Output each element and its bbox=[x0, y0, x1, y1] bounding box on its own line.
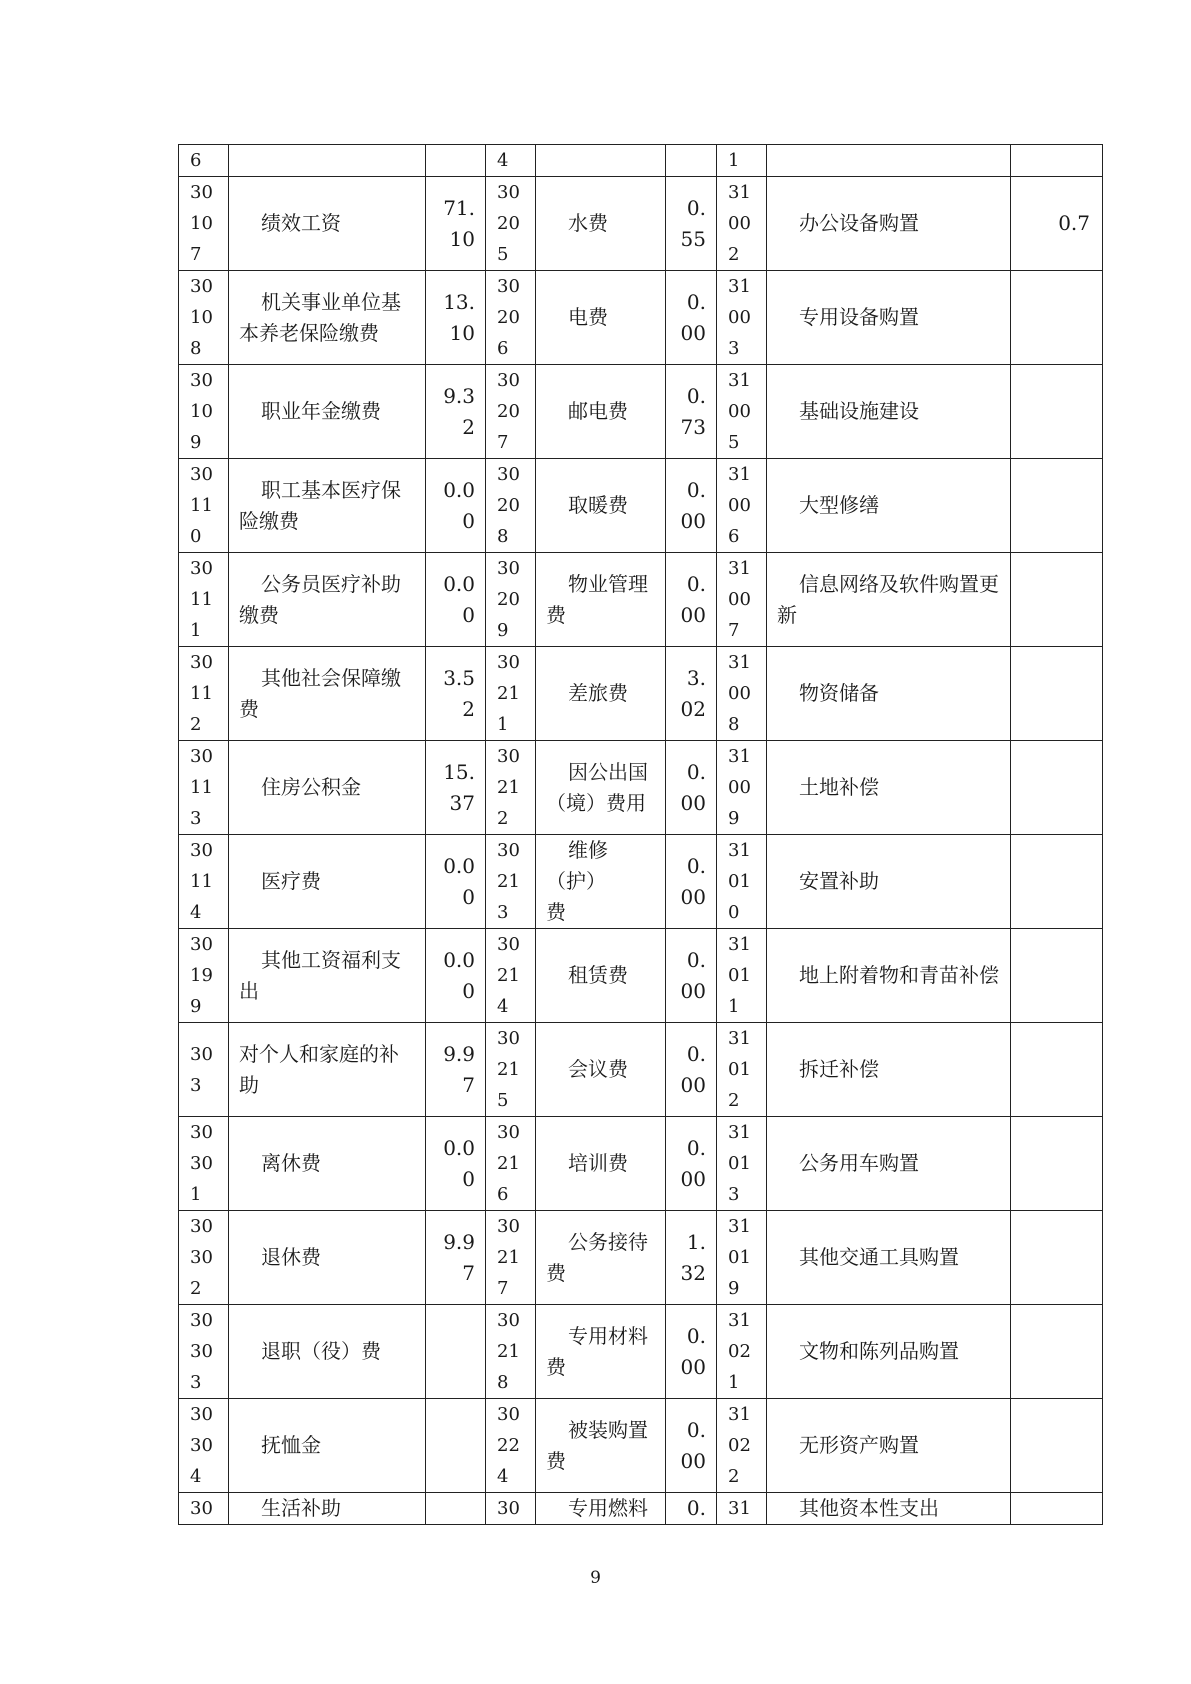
item-name-cell: 其他社会保障缴 费 bbox=[229, 647, 426, 741]
item-name-cell: 取暖费 bbox=[536, 459, 666, 553]
econ-code-cell: 30 bbox=[179, 1493, 229, 1525]
econ-code-cell: 30 20 9 bbox=[486, 553, 536, 647]
table-row bbox=[179, 1305, 1103, 1399]
item-name-cell: 差旅费 bbox=[536, 647, 666, 741]
econ-code-cell: 31 01 9 bbox=[717, 1211, 767, 1305]
item-name-cell: 因公出国 （境）费用 bbox=[536, 741, 666, 835]
econ-code-cell: 30 11 4 bbox=[179, 835, 229, 929]
econ-code-cell: 30 30 1 bbox=[179, 1117, 229, 1211]
econ-code-cell: 30 21 2 bbox=[486, 741, 536, 835]
item-name-cell: 大型修缮 bbox=[767, 459, 1011, 553]
item-name-cell: 其他交通工具购置 bbox=[767, 1211, 1011, 1305]
amount-cell bbox=[1011, 271, 1103, 365]
item-name-cell: 安置补助 bbox=[767, 835, 1011, 929]
table-row bbox=[179, 1399, 1103, 1493]
amount-cell: 0. 00 bbox=[666, 459, 717, 553]
econ-code-cell: 30 10 7 bbox=[179, 177, 229, 271]
amount-cell: 0. 00 bbox=[666, 1399, 717, 1493]
table-row bbox=[179, 1493, 1103, 1525]
econ-code-cell: 30 20 5 bbox=[486, 177, 536, 271]
item-name-cell: 对个人和家庭的补 助 bbox=[229, 1023, 426, 1117]
item-name-cell: 会议费 bbox=[536, 1023, 666, 1117]
amount-cell: 0.0 0 bbox=[426, 835, 486, 929]
item-name-cell: 基础设施建设 bbox=[767, 365, 1011, 459]
econ-code-cell: 4 bbox=[486, 145, 536, 177]
item-name-cell: 电费 bbox=[536, 271, 666, 365]
item-name-cell: 职工基本医疗保 险缴费 bbox=[229, 459, 426, 553]
amount-cell bbox=[1011, 929, 1103, 1023]
amount-cell: 9.9 7 bbox=[426, 1023, 486, 1117]
econ-code-cell: 1 bbox=[717, 145, 767, 177]
amount-cell: 0.0 0 bbox=[426, 1117, 486, 1211]
econ-code-cell: 31 bbox=[717, 1493, 767, 1525]
amount-cell: 0. 00 bbox=[666, 553, 717, 647]
econ-code-cell: 31 01 2 bbox=[717, 1023, 767, 1117]
item-name-cell: 物业管理 费 bbox=[536, 553, 666, 647]
amount-cell: 0.0 0 bbox=[426, 459, 486, 553]
item-name-cell: 其他工资福利支 出 bbox=[229, 929, 426, 1023]
amount-cell: 0. 00 bbox=[666, 1117, 717, 1211]
amount-cell bbox=[1011, 365, 1103, 459]
econ-code-cell: 31 00 6 bbox=[717, 459, 767, 553]
table-row bbox=[179, 929, 1103, 1023]
item-name-cell: 公务接待 费 bbox=[536, 1211, 666, 1305]
econ-code-cell: 30 21 1 bbox=[486, 647, 536, 741]
item-name-cell: 物资储备 bbox=[767, 647, 1011, 741]
econ-code-cell: 30 21 5 bbox=[486, 1023, 536, 1117]
econ-code-cell: 30 30 4 bbox=[179, 1399, 229, 1493]
econ-code-cell: 31 02 1 bbox=[717, 1305, 767, 1399]
item-name-cell: 无形资产购置 bbox=[767, 1399, 1011, 1493]
econ-code-cell: 30 20 6 bbox=[486, 271, 536, 365]
item-name-cell bbox=[229, 145, 426, 177]
table-row bbox=[179, 1117, 1103, 1211]
amount-cell bbox=[1011, 1211, 1103, 1305]
amount-cell bbox=[1011, 553, 1103, 647]
item-name-cell: 退职（役）费 bbox=[229, 1305, 426, 1399]
econ-code-cell: 30 21 8 bbox=[486, 1305, 536, 1399]
item-name-cell: 维修（护） 费 bbox=[536, 835, 666, 929]
amount-cell bbox=[1011, 1305, 1103, 1399]
econ-code-cell: 31 00 8 bbox=[717, 647, 767, 741]
table-row bbox=[179, 271, 1103, 365]
econ-code-cell: 31 01 1 bbox=[717, 929, 767, 1023]
item-name-cell: 信息网络及软件购置更 新 bbox=[767, 553, 1011, 647]
econ-code-cell: 30 10 8 bbox=[179, 271, 229, 365]
item-name-cell: 培训费 bbox=[536, 1117, 666, 1211]
econ-code-cell: 30 11 2 bbox=[179, 647, 229, 741]
amount-cell: 9.3 2 bbox=[426, 365, 486, 459]
econ-code-cell: 30 20 8 bbox=[486, 459, 536, 553]
econ-code-cell: 30 22 4 bbox=[486, 1399, 536, 1493]
item-name-cell: 公务用车购置 bbox=[767, 1117, 1011, 1211]
table-row bbox=[179, 741, 1103, 835]
amount-cell: 15. 37 bbox=[426, 741, 486, 835]
amount-cell: 9.9 7 bbox=[426, 1211, 486, 1305]
amount-cell: 71. 10 bbox=[426, 177, 486, 271]
table-row bbox=[179, 459, 1103, 553]
econ-code-cell: 6 bbox=[179, 145, 229, 177]
amount-cell: 0. 00 bbox=[666, 271, 717, 365]
item-name-cell: 生活补助 bbox=[229, 1493, 426, 1525]
item-name-cell: 退休费 bbox=[229, 1211, 426, 1305]
econ-code-cell: 30 21 3 bbox=[486, 835, 536, 929]
table-row bbox=[179, 365, 1103, 459]
table-row bbox=[179, 177, 1103, 271]
econ-code-cell: 31 00 5 bbox=[717, 365, 767, 459]
item-name-cell: 地上附着物和青苗补偿 bbox=[767, 929, 1011, 1023]
amount-cell bbox=[1011, 1493, 1103, 1525]
econ-code-cell: 30 21 6 bbox=[486, 1117, 536, 1211]
econ-code-cell: 30 11 1 bbox=[179, 553, 229, 647]
amount-cell: 0.7 bbox=[1011, 177, 1103, 271]
amount-cell: 0.0 0 bbox=[426, 929, 486, 1023]
amount-cell bbox=[1011, 1399, 1103, 1493]
table-row bbox=[179, 1211, 1103, 1305]
amount-cell: 0. 00 bbox=[666, 1023, 717, 1117]
item-name-cell: 绩效工资 bbox=[229, 177, 426, 271]
econ-code-cell: 30 30 2 bbox=[179, 1211, 229, 1305]
econ-code-cell: 30 21 4 bbox=[486, 929, 536, 1023]
item-name-cell: 被装购置 费 bbox=[536, 1399, 666, 1493]
item-name-cell: 机关事业单位基 本养老保险缴费 bbox=[229, 271, 426, 365]
item-name-cell: 专用设备购置 bbox=[767, 271, 1011, 365]
amount-cell: 3. 02 bbox=[666, 647, 717, 741]
amount-cell: 0. bbox=[666, 1493, 717, 1525]
amount-cell: 13. 10 bbox=[426, 271, 486, 365]
amount-cell bbox=[666, 145, 717, 177]
item-name-cell: 抚恤金 bbox=[229, 1399, 426, 1493]
amount-cell bbox=[426, 145, 486, 177]
item-name-cell: 水费 bbox=[536, 177, 666, 271]
econ-code-cell: 31 00 2 bbox=[717, 177, 767, 271]
amount-cell: 0.0 0 bbox=[426, 553, 486, 647]
table-row bbox=[179, 145, 1103, 177]
amount-cell: 0. 00 bbox=[666, 835, 717, 929]
amount-cell: 0. 00 bbox=[666, 1305, 717, 1399]
item-name-cell: 租赁费 bbox=[536, 929, 666, 1023]
item-name-cell bbox=[767, 145, 1011, 177]
budget-table bbox=[178, 144, 1103, 1525]
item-name-cell: 离休费 bbox=[229, 1117, 426, 1211]
econ-code-cell: 30 30 3 bbox=[179, 1305, 229, 1399]
econ-code-cell: 30 11 3 bbox=[179, 741, 229, 835]
amount-cell: 0. 00 bbox=[666, 929, 717, 1023]
econ-code-cell: 30 20 7 bbox=[486, 365, 536, 459]
amount-cell bbox=[426, 1493, 486, 1525]
econ-code-cell: 31 00 7 bbox=[717, 553, 767, 647]
amount-cell bbox=[426, 1305, 486, 1399]
amount-cell: 1. 32 bbox=[666, 1211, 717, 1305]
amount-cell: 0. 55 bbox=[666, 177, 717, 271]
amount-cell bbox=[1011, 459, 1103, 553]
amount-cell bbox=[426, 1399, 486, 1493]
amount-cell bbox=[1011, 835, 1103, 929]
item-name-cell: 职业年金缴费 bbox=[229, 365, 426, 459]
item-name-cell: 公务员医疗补助 缴费 bbox=[229, 553, 426, 647]
amount-cell bbox=[1011, 1117, 1103, 1211]
amount-cell bbox=[1011, 145, 1103, 177]
amount-cell: 3.5 2 bbox=[426, 647, 486, 741]
item-name-cell: 土地补偿 bbox=[767, 741, 1011, 835]
econ-code-cell: 30 bbox=[486, 1493, 536, 1525]
econ-code-cell: 31 01 0 bbox=[717, 835, 767, 929]
amount-cell bbox=[1011, 741, 1103, 835]
item-name-cell: 专用材料 费 bbox=[536, 1305, 666, 1399]
econ-code-cell: 31 02 2 bbox=[717, 1399, 767, 1493]
item-name-cell bbox=[536, 145, 666, 177]
amount-cell bbox=[1011, 647, 1103, 741]
item-name-cell: 其他资本性支出 bbox=[767, 1493, 1011, 1525]
table-row bbox=[179, 647, 1103, 741]
econ-code-cell: 30 3 bbox=[179, 1023, 229, 1117]
page-number: 9 bbox=[590, 1568, 601, 1588]
amount-cell bbox=[1011, 1023, 1103, 1117]
econ-code-cell: 30 19 9 bbox=[179, 929, 229, 1023]
item-name-cell: 办公设备购置 bbox=[767, 177, 1011, 271]
amount-cell: 0. 73 bbox=[666, 365, 717, 459]
item-name-cell: 专用燃料 bbox=[536, 1493, 666, 1525]
item-name-cell: 拆迁补偿 bbox=[767, 1023, 1011, 1117]
econ-code-cell: 30 11 0 bbox=[179, 459, 229, 553]
item-name-cell: 住房公积金 bbox=[229, 741, 426, 835]
table-row bbox=[179, 1023, 1103, 1117]
item-name-cell: 邮电费 bbox=[536, 365, 666, 459]
table-row bbox=[179, 835, 1103, 929]
econ-code-cell: 30 10 9 bbox=[179, 365, 229, 459]
item-name-cell: 文物和陈列品购置 bbox=[767, 1305, 1011, 1399]
amount-cell: 0. 00 bbox=[666, 741, 717, 835]
econ-code-cell: 31 00 3 bbox=[717, 271, 767, 365]
item-name-cell: 医疗费 bbox=[229, 835, 426, 929]
econ-code-cell: 31 00 9 bbox=[717, 741, 767, 835]
econ-code-cell: 30 21 7 bbox=[486, 1211, 536, 1305]
table-row bbox=[179, 553, 1103, 647]
econ-code-cell: 31 01 3 bbox=[717, 1117, 767, 1211]
